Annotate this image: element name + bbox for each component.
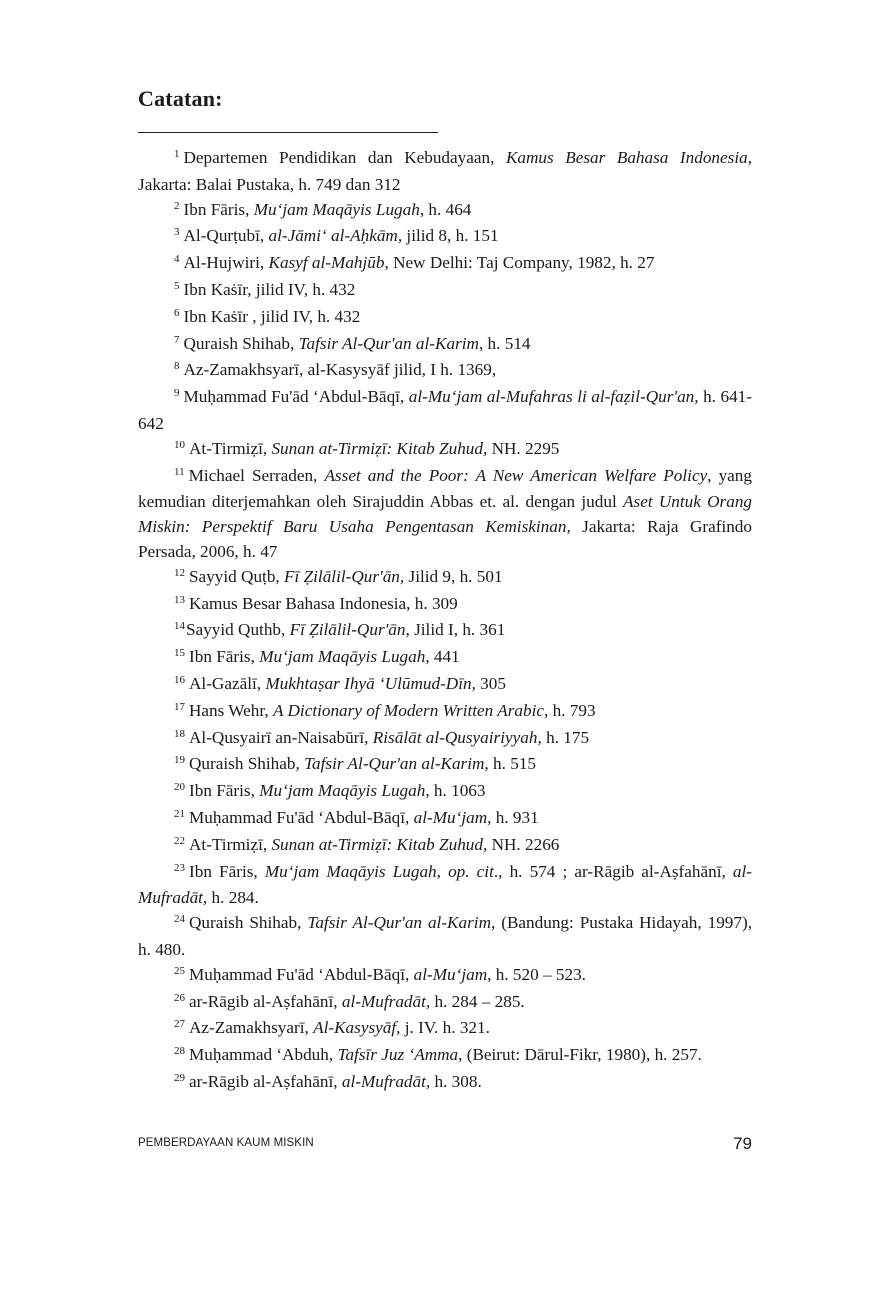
footnote-title-italic: Risālāt al-Qusyairiyyah, [372, 727, 542, 747]
footnote-number: 7 [174, 333, 180, 346]
footnote-text: (Bandung: Pustaka Hidayah, 1997), h. 480. [138, 913, 752, 959]
footnote-text: 305 [475, 673, 506, 693]
footnote-text: , h. 514 [478, 333, 531, 353]
footnote [138, 726, 752, 753]
footnote-title-italic: Tafsīr Juz ‘Amma [337, 1045, 459, 1065]
footnote-title-italic: al-Mu‘jam, [413, 807, 492, 827]
footnote-number: 19 [174, 754, 185, 767]
footnote-text: Al-Qusyairī an-Naisabūrī, [189, 727, 373, 747]
footnote-number: 23 [174, 861, 185, 874]
footnote-title-italic: Fī Ẓilālil-Qur'ān, [289, 620, 410, 640]
footnote-number: 18 [174, 727, 185, 740]
footnote-text: Al-Qurṭubī, [183, 226, 269, 246]
footnote-number: 20 [174, 781, 185, 794]
footnote [138, 990, 752, 1017]
footnote-divider [138, 132, 438, 133]
footnote-number: 12 [174, 566, 185, 579]
footnote-number: 3 [174, 226, 180, 239]
footnote-title-italic: Mu‘jam Maqāyis Lugah [253, 199, 420, 219]
footnote-number: 2 [174, 199, 180, 212]
footnote-text: j. IV. h. 321. [400, 1018, 490, 1038]
footnote-number: 11 [174, 465, 185, 478]
footnote-text: NH. 2295 [487, 438, 560, 458]
footnote-text: Departemen Pendidikan dan Kebudayaan, [183, 148, 506, 167]
footnote-text: jilid 8, h. 151 [402, 226, 499, 246]
footnote [138, 251, 752, 278]
footnote [138, 224, 752, 251]
footnote-title-italic: al-Mufradāt, [341, 1071, 431, 1091]
footnote-title-italic: Sunan at-Tirmiẓī: Kitab Zuhud, [271, 438, 488, 458]
footnote-number: 29 [174, 1071, 185, 1084]
footnote-title-italic: Mu‘jam Maqāyis Lugah [259, 781, 426, 801]
footnote-text: h. 641-642 [138, 387, 752, 433]
footnote-number: 26 [174, 991, 185, 1004]
footnote-text: Az-Zamakhsyarī, [189, 1018, 314, 1038]
footnote-title-italic: Fī Ẓilālil-Qur'ān, [284, 566, 405, 586]
footnote [138, 437, 752, 464]
footnote-title-italic: Asset and the Poor: A New American Welfare Policy [324, 465, 708, 485]
footnote [138, 592, 752, 619]
footnote-number: 6 [174, 306, 180, 319]
footnote-number: 27 [174, 1018, 185, 1031]
footnote-text: ., h. 574 ; ar-Rāgib al-Aṣfahānī, [493, 861, 733, 881]
footnote-text: , (Beirut: Dārul-Fikr, 1980), h. 257. [458, 1045, 702, 1065]
footnote-text: Sayyid Quṭb, [189, 566, 285, 586]
footnote-text: , New Delhi: Taj Company, 1982, h. 27 [384, 253, 655, 273]
footnote [138, 1043, 752, 1070]
footnote-text: Muḥammad Fu'ād ‘Abdul-Bāqī, [183, 387, 409, 407]
footnote-title-italic: Aset Untuk Orang Miskin: Perspektif Baru Usaha Pengentasan Kemiskinan, [138, 492, 753, 537]
footnote-title-italic: Mu‘jam Maqāyis Lugah [264, 861, 437, 881]
footnote-number: 4 [174, 253, 180, 266]
footnote [138, 752, 752, 779]
running-title: PEMBERDAYAAN KAUM MISKIN [138, 1137, 314, 1149]
footnote [138, 645, 752, 672]
footnote-text: Jakarta: Raja Grafindo Persada, 2006, h. 47 [138, 517, 752, 561]
footnote-text: Quraish Shihab, [189, 754, 305, 774]
footnote-text: Jilid 9, h. 501 [404, 566, 503, 586]
footnote-text: h. 520 – 523. [491, 964, 586, 984]
footnote-text: ar-Rāgib al-Aṣfahānī, [189, 1071, 342, 1091]
footnote-title-italic: al-Jāmi‘ al-Aḥkām, [268, 226, 403, 246]
footnote-text: , h. 793 [544, 700, 596, 720]
footnote [138, 1070, 752, 1097]
footnote-text: h. 175 [541, 727, 590, 747]
footnote-title-italic: al-Mufradāt, [341, 991, 431, 1011]
footnote [138, 833, 752, 860]
footnote-text: h. 515 [488, 754, 536, 774]
footnote-number: 5 [174, 279, 180, 292]
footnote-number: 24 [174, 913, 185, 926]
footnote [138, 1016, 752, 1043]
footnote-text: Ibn Fāris, [189, 861, 265, 881]
footnote-number: 22 [174, 834, 185, 847]
footnote-title-italic: Mu‘jam Maqāyis Lugah [259, 647, 426, 667]
footnote-text: Ibn Fāris, [189, 781, 260, 801]
footnote-title-italic: Tafsir Al-Qur'an al-Karim, [307, 913, 496, 933]
footnote [138, 672, 752, 699]
footnote-text: At-Tirmiẓī, [189, 438, 272, 458]
footnote-number: 1 [174, 148, 180, 160]
footnote-number: 13 [174, 593, 185, 606]
footnote-number: 10 [174, 438, 185, 451]
footnote-text: Ibn Fāris, [189, 647, 260, 667]
footnote-text: NH. 2266 [487, 834, 560, 854]
page-number: 79 [733, 1134, 752, 1153]
footnote [138, 464, 752, 565]
footnote-number: 21 [174, 807, 185, 820]
footnote [138, 618, 752, 645]
footnote [138, 332, 752, 359]
footnote-number: 28 [174, 1045, 185, 1058]
footnote-title-italic: Kasyf al-Mahjūb [268, 253, 385, 273]
footnote-text: h. 284 – 285. [430, 991, 525, 1011]
footnote [138, 699, 752, 726]
footnote-title-italic: Mukhtaṣar Ihyā ‘Ulūmud-Dīn, [265, 673, 476, 693]
footnote-text: ar-Rāgib al-Aṣfahānī, [189, 991, 342, 1011]
footnote-text: Jakarta: Balai Pustaka, h. 749 dan 312 [138, 174, 401, 194]
footnote-text: Michael Serraden, [188, 465, 325, 485]
footnote-number: 25 [174, 964, 185, 977]
footnote-title-italic: op. cit [448, 861, 494, 881]
footnote [138, 806, 752, 833]
footnote [138, 860, 752, 912]
footnote-list [138, 146, 752, 1097]
footnote-text: Muḥammad Fu'ād ‘Abdul-Bāqī, [189, 807, 414, 827]
page-heading: Catatan: [138, 86, 223, 111]
footnote-text: , h. 1063 [425, 781, 486, 801]
footnote-title-italic: Kamus Besar Bahasa Indonesia, [505, 148, 753, 167]
footnote-text: Al-Hujwiri, [183, 253, 269, 273]
footnote-text: , 441 [425, 647, 460, 667]
footnote-text: , h. 464 [419, 199, 472, 219]
footnote-text: h. 284. [207, 888, 259, 908]
footnote [138, 385, 752, 437]
footnote-title-italic: Sunan at-Tirmiẓī: Kitab Zuhud, [271, 834, 488, 854]
footnote-title-italic: Al-Kasysyāf, [313, 1018, 401, 1038]
footnote-title-italic: al-Mu‘jam al-Mufahras li al-faẓil-Qur'an, [408, 387, 699, 407]
footnote [138, 963, 752, 990]
footnote-number: 9 [174, 387, 180, 400]
footnote-text: , [436, 861, 449, 881]
footnote-number: 8 [174, 360, 180, 373]
footnote-number: 15 [174, 647, 185, 660]
footnote-text: Quraish Shihab, [189, 913, 308, 933]
footnote-text: Sayyid Quthb, [186, 620, 290, 640]
footnote-title-italic: Tafsir Al-Qur'an al-Karim, [304, 754, 489, 774]
footnote-text: Al-Gazālī, [189, 673, 266, 693]
footnote-text: h. 931 [491, 807, 539, 827]
footnote-text: At-Tirmiẓī, [189, 834, 272, 854]
footnote [138, 779, 752, 806]
footnote-text: h. 308. [430, 1071, 482, 1091]
footnote [138, 358, 752, 385]
footnote-text: Ibn Fāris, [183, 199, 254, 219]
footnote [138, 198, 752, 225]
footnote-text: Kamus Besar Bahasa Indonesia, h. 309 [189, 593, 458, 613]
footnote-number: 16 [174, 673, 185, 686]
footnote-text: Muḥammad Fu'ād ‘Abdul-Bāqī, [189, 964, 414, 984]
footnote-text: Az-Zamakhsyarī, al-Kasysyāf jilid, I h. 1369, [183, 360, 497, 380]
footnote [138, 146, 752, 198]
footnote-text: Muḥammad ‘Abduh, [189, 1045, 338, 1065]
footnote-title-italic: al-Mu‘jam, [413, 964, 492, 984]
footnote-title-italic: Tafsir Al-Qur'an al-Karim [298, 333, 479, 353]
footnote-number: 17 [174, 700, 185, 713]
footnote-title-italic: A Dictionary of Modern Written Arabic [273, 700, 545, 720]
footnote-text: Jilid I, h. 361 [409, 620, 506, 640]
footnote [138, 305, 752, 332]
footnote-text: Hans Wehr, [189, 700, 274, 720]
footnote-text: Quraish Shihab, [183, 333, 299, 353]
footnote [138, 278, 752, 305]
footnote-number: 14 [174, 620, 185, 633]
footnote [138, 911, 752, 963]
footnote-text: , yang kemudian diterjemahkan oleh Sirajuddin Abbas et. al. dengan judul [138, 465, 752, 512]
footnote-text: Ibn Kaṡīr, jilid IV, h. 432 [183, 279, 356, 299]
footnote-text: Ibn Kaṡīr , jilid IV, h. 432 [183, 306, 361, 326]
footnote [138, 565, 752, 592]
footnote-title-italic: al-Mufradāt, [138, 861, 752, 908]
